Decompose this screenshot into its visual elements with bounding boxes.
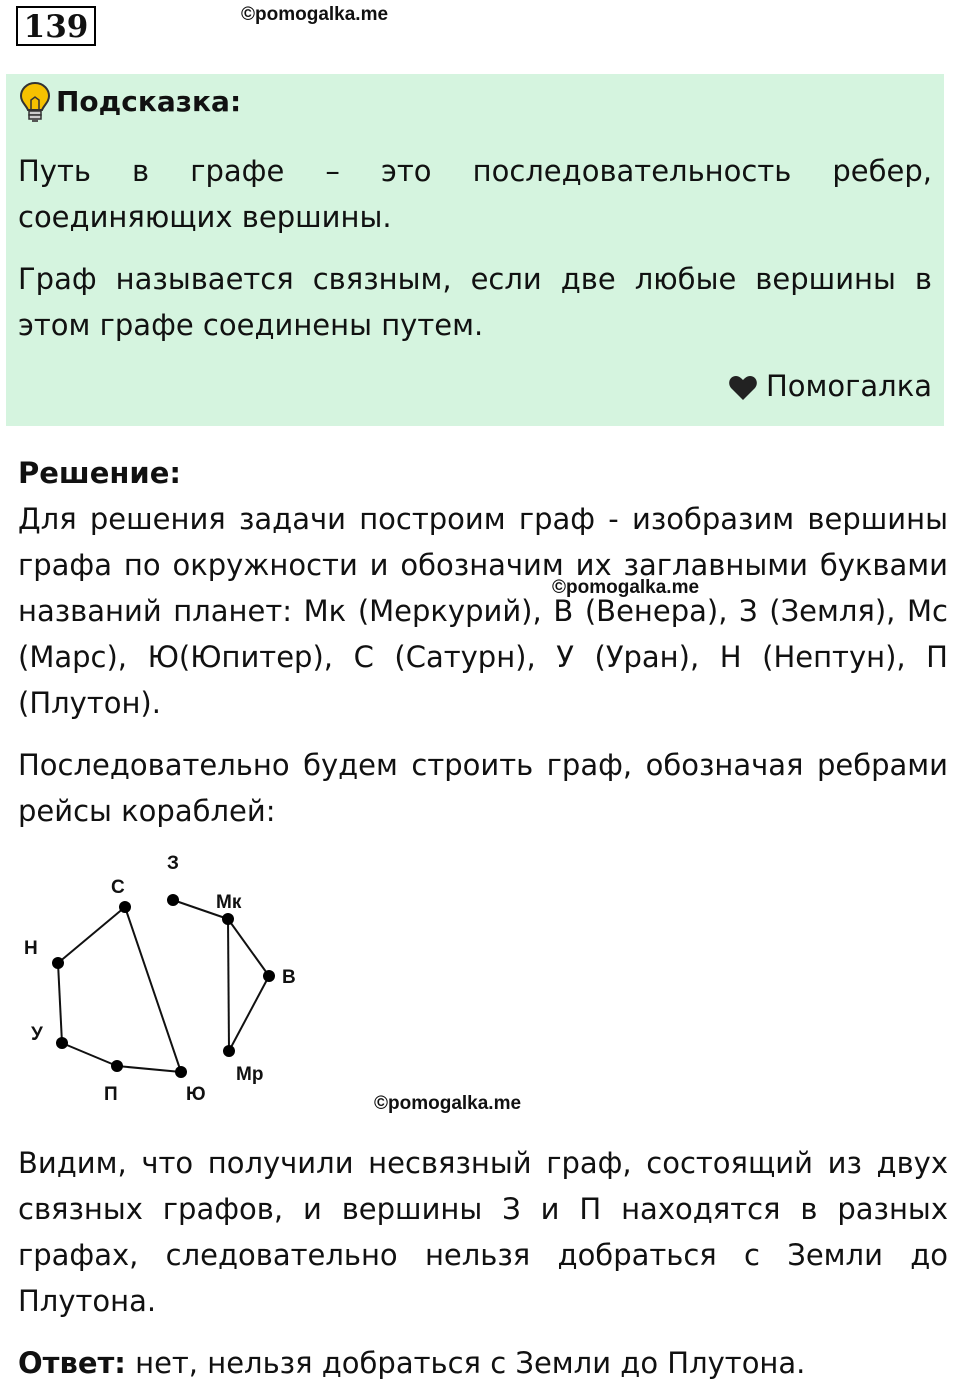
hint-signature — [728, 366, 932, 406]
graph-vertex-B — [263, 970, 275, 982]
solution-paragraph-3: Видим, что получили несвязный граф, состоящий из двух связных графов, и вершины З и П находятся в разных графах, следовательно нельзя добраться с Земли до Плутона. — [18, 1146, 948, 1318]
graph-label-B: В — [282, 967, 296, 988]
graph-label-Yu: Ю — [186, 1084, 206, 1105]
graph-label-H: Н — [24, 938, 38, 959]
graph-edge-P-Yu — [117, 1066, 181, 1072]
task-number: 139 — [16, 6, 96, 46]
graph-edge-Mr-Mk — [228, 919, 229, 1051]
graph-edge-Yu-C — [125, 907, 181, 1072]
graph-edge-C-H — [58, 907, 125, 963]
answer-line — [18, 1340, 948, 1386]
graph-label-Mr: Мр — [236, 1064, 264, 1085]
solution-paragraph-1: Для решения задачи построим граф - изобразим вершины графа по окружности и обозначим их заглавными буквами названий планет: Мк (Меркурий), В (Венера), З (Земля), Мс (Марс), Ю(Юпитер), С (Сатурн), У (Уран), Н (Нептун), П (Плутон). — [18, 502, 948, 720]
graph-vertex-C — [119, 901, 131, 913]
graph-label-P: П — [104, 1084, 118, 1105]
lightbulb-icon — [18, 80, 52, 124]
graph-label-Mk: Мк — [216, 892, 242, 913]
heart-icon — [728, 375, 758, 401]
graph-edge-Mk-B — [228, 919, 269, 976]
graph-edge-B-Mr — [229, 976, 269, 1051]
signature-text: Помогалка — [766, 369, 932, 403]
hint-title: Подсказка: — [56, 85, 242, 118]
answer-label: Ответ: — [18, 1346, 126, 1380]
answer-text: нет, нельзя добраться с Земли до Плутона. — [125, 1346, 806, 1380]
hint-paragraph-1: Путь в графе – это последовательность ребер, соединяющих вершины. — [18, 154, 932, 234]
graph-vertex-P — [111, 1060, 123, 1072]
solution-paragraph-2: Последовательно будем строить граф, обозначая ребрами рейсы кораблей: — [18, 748, 948, 828]
hint-paragraph-2: Граф называется связным, если две любые вершины в этом графе соединены путем. — [18, 262, 932, 342]
graph-edge-U-P — [62, 1043, 117, 1066]
graph-vertex-Mk — [222, 913, 234, 925]
solution-title: Решение: — [18, 456, 182, 490]
graph-vertex-Z — [167, 894, 179, 906]
graph-vertex-Mr — [223, 1045, 235, 1057]
graph-label-Z: З — [167, 853, 179, 874]
graph-label-U: У — [31, 1024, 43, 1045]
watermark-middle: ©pomogalka.me — [552, 577, 700, 598]
graph-label-C: С — [111, 877, 125, 898]
watermark-top: ©pomogalka.me — [241, 4, 389, 25]
graph-vertex-Yu — [175, 1066, 187, 1078]
graph-vertex-U — [56, 1037, 68, 1049]
graph-vertex-H — [52, 957, 64, 969]
watermark-graph: ©pomogalka.me — [374, 1093, 522, 1114]
planet-graph — [0, 840, 360, 1120]
graph-edge-H-U — [58, 963, 62, 1043]
